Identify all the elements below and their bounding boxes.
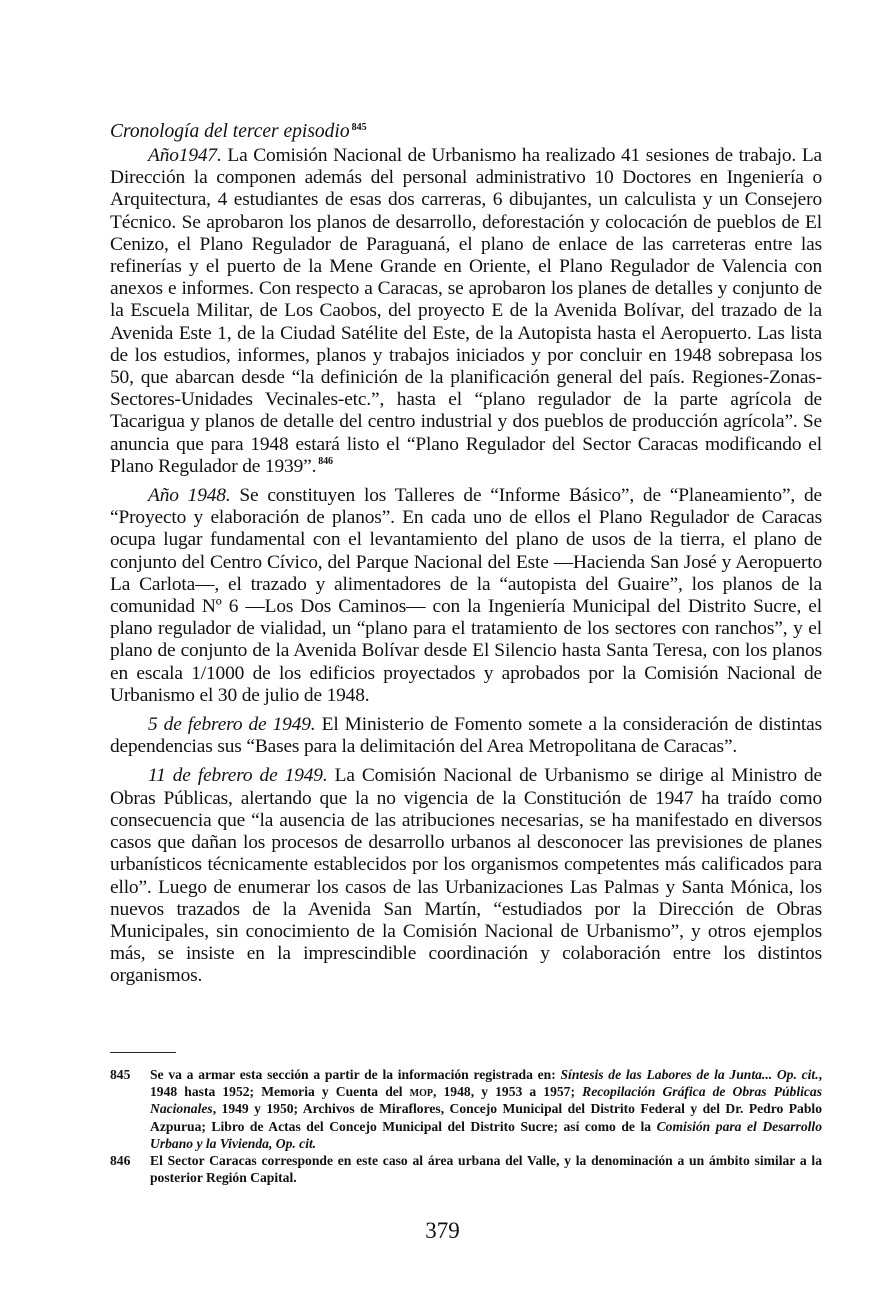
section-title-text: Cronología del tercer episodio bbox=[110, 121, 350, 142]
footnote-845 bbox=[110, 1066, 822, 1152]
paragraph-text: Se constituyen los Talleres de “Informe Básico”, de “Planeamiento”, de “Proyecto y elaboración de planos”. En cada uno de ellos el Plano Regulador de Caracas ocupa lugar fundamental con el levantamiento del plano de usos de la tierra, el plano de conjunto del Centro Cívico, del Parque Nacional del Este —Hacienda San José y Aeropuerto La Carlota—, el trazado y alimentadores de la “autopista del Guaire”, los planos de la comunidad Nº 6 —Los Dos Caminos— con la Ingeniería Municipal del Distrito Sucre, el plano regulador de vialidad, un “plano para el tratamiento de los sectores con ranchos”, y el plano de conjunto de la Avenida Bolívar desde El Silencio hasta Santa Teresa, con los planos en escala 1/1000 de los edificios proyectados y aprobados por la Comisión Nacional de Urbanismo el 30 de julio de 1948. bbox=[110, 485, 822, 706]
footnote-ref-845[interactable]: 845 bbox=[351, 121, 367, 133]
footnote-number: 846 bbox=[110, 1153, 131, 1169]
paragraph-text: El Ministerio de Fomento somete a la consideración de distintas dependencias sus “Bases para la delimitación del Area Metropolitana de Caracas”. bbox=[110, 714, 823, 758]
paragraph-11-feb-1949 bbox=[110, 765, 822, 987]
page-body bbox=[110, 120, 822, 995]
footnote-text-part: , 1949 y 1950; Archivos de Miraflores, Concejo Municipal del Distrito Federal y del Dr. Pedro Pablo Azpurua; Libro de Actas del Concejo Municipal del Distrito Sucre; así como de la bbox=[150, 1101, 822, 1134]
footnote-text-part: , 1948 hasta 1952; Memoria y Cuenta del bbox=[150, 1067, 822, 1100]
paragraph-text: La Comisión Nacional de Urbanismo ha realizado 41 sesiones de trabajo. La Dirección la componen además del personal administrativo 10 Doctores en Ingeniería o Arquitectura, 4 estudiantes de esas dos carreras, 6 dibujantes, un calculista y un Consejero Técnico. Se aprobaron los planos de desarrollo, deforestación y colocación de pueblos de El Cenizo, el Plano Regulador de Paraguaná, el plano de enlace de las carreteras entre las refinerías y el puerto de la Mene Grande en Oriente, el Plano Regulador de Valencia con anexos e informes. Con respecto a Caracas, se aprobaron los planes de detalles y conjunto de la Escuela Militar, de Los Caobos, del proyecto E de la Avenida Bolívar, del trazado de la Avenida Este 1, de la Ciudad Satélite del Este, de la Autopista hasta el Aeropuerto. Las lista de los estudios, informes, planos y trabajos iniciados y por concluir en 1948 sobrepasa los 50, que abarcan desde “la definición de la planificación general del país. Regiones-Zonas-Sectores-Unidades Vecinales-etc.”, hasta el “plano regulador de la parte agrícola de Tacarigua y planos de detalle del centro industrial y dos pueblos de producción agrícola”. Se anuncia que para 1948 estará listo el “Plano Regulador del Sector Caracas modificando el Plano Regulador de 1939”. bbox=[110, 145, 822, 477]
paragraph-lead: Año1947. bbox=[148, 145, 222, 166]
footnote-citation-title: Recopilación Gráfica de Obras Públicas Nacionales bbox=[150, 1084, 822, 1117]
section-title bbox=[110, 120, 822, 144]
paragraph-lead: 5 de febrero de 1949. bbox=[148, 714, 316, 736]
footnote-ref-846[interactable]: 846 bbox=[318, 456, 333, 468]
paragraph-lead: 11 de febrero de 1949. bbox=[148, 765, 328, 787]
footnote-text-part: , 1948, y 1953 a 1957; bbox=[433, 1084, 583, 1100]
footnote-number: 845 bbox=[110, 1067, 131, 1082]
footnote-846 bbox=[110, 1152, 822, 1186]
paragraph-text: La Comisión Nacional de Urbanismo se dirige al Ministro de Obras Públicas, alertando que la no vigencia de la Constitución de 1947 ha traído como consecuencia que “la ausencia de las atribuciones necesarias, se ha manifestado en diversos casos que dañan los procesos de desarrollo urbanos al desconocer las previsiones de planes urbanísticos técnicamente establecidos por los organismos competentes más calificados para ello”. Luego de enumerar los casos de las Urbanizaciones Las Palmas y Santa Mónica, los nuevos trazados de la Avenida San Martín, “estudiados por la Dirección de Obras Municipales, sin conocimiento de la Comisión Nacional de Urbanismo”, y otros ejemplos más, se insiste en la imprescindible coordinación y colaboración entre los distintos organismos. bbox=[110, 765, 822, 987]
footnote-abbreviation: mop bbox=[409, 1084, 433, 1100]
paragraph-5-feb-1949 bbox=[110, 714, 822, 758]
paragraph-lead: Año 1948. bbox=[148, 485, 231, 507]
footnote-text: El Sector Caracas corresponde en este caso al área urbana del Valle, y la denominación a un ámbito similar a la posterior Región Capital. bbox=[150, 1153, 822, 1186]
footnotes bbox=[110, 1066, 822, 1186]
paragraph-1948 bbox=[110, 485, 822, 707]
footnote-divider bbox=[110, 1052, 176, 1053]
footnote-citation-title: Síntesis de las Labores de la Junta... Op. cit. bbox=[560, 1067, 819, 1082]
footnote-text bbox=[150, 1066, 822, 1152]
page-number: 379 bbox=[425, 1218, 460, 1243]
footnote-citation-title: Comisión para el Desarrollo Urbano y la Vivienda, Op. cit. bbox=[150, 1118, 822, 1151]
footnote-text-part: Se va a armar esta sección a partir de la información registrada en: bbox=[150, 1067, 561, 1082]
paragraph-1947 bbox=[110, 145, 822, 478]
